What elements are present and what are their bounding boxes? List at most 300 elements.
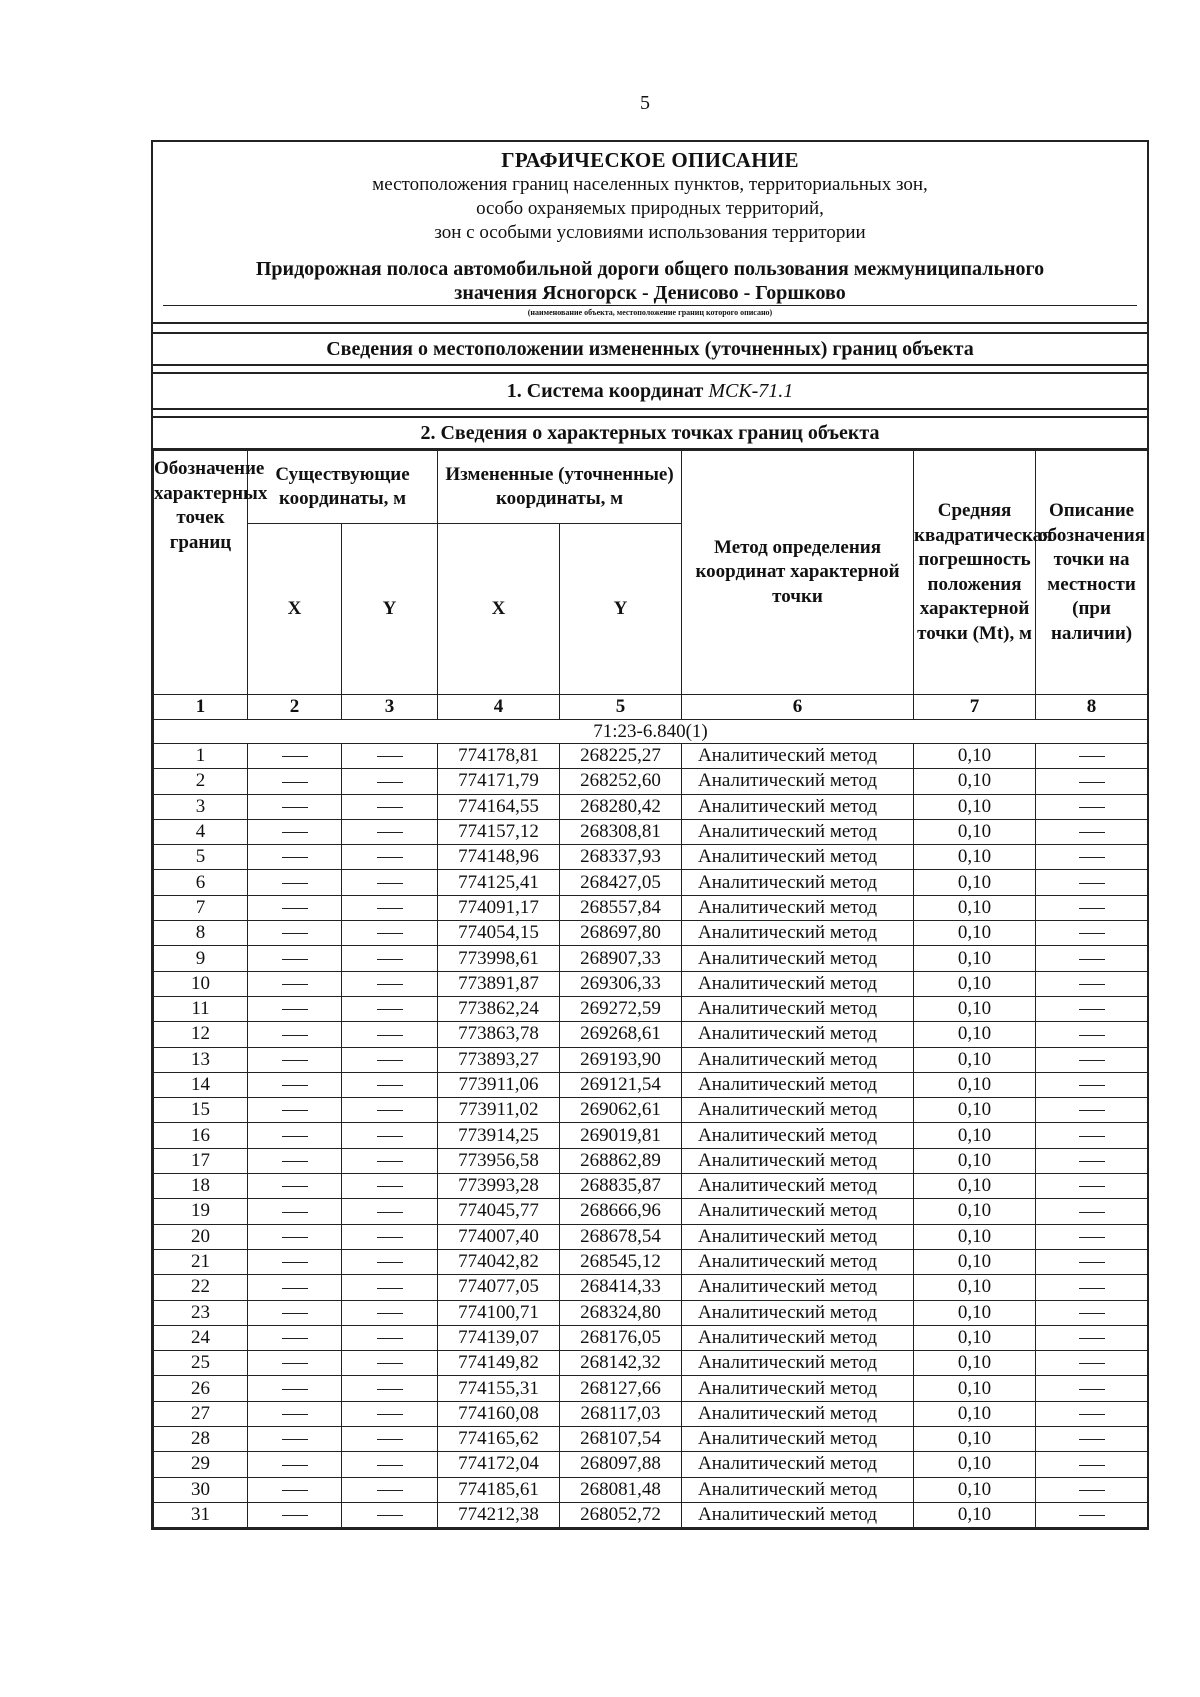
empty-value-dash [282,1060,308,1061]
description [1036,1376,1148,1401]
mean-square-error: 0,10 [914,1249,1036,1274]
empty-value-dash [282,1414,308,1415]
mean-square-error: 0,10 [914,769,1036,794]
empty-value-dash [377,1288,403,1289]
description [1036,946,1148,971]
description [1036,1047,1148,1072]
point-number: 5 [154,845,248,870]
mean-square-error: 0,10 [914,1376,1036,1401]
existing-x [248,845,342,870]
empty-value-dash [1079,908,1105,909]
changed-x: 773911,06 [438,1072,560,1097]
changed-x: 774160,08 [438,1401,560,1426]
table-row [154,1401,1148,1426]
changed-y: 268907,33 [560,946,682,971]
points-table-body [154,744,1148,1528]
column-number: 7 [914,695,1036,720]
table-row [154,1224,1148,1249]
mean-square-error: 0,10 [914,845,1036,870]
changed-y: 268414,33 [560,1275,682,1300]
point-number: 1 [154,744,248,769]
existing-y [342,1452,438,1477]
changed-y: 268252,60 [560,769,682,794]
point-number: 10 [154,971,248,996]
table-row [154,769,1148,794]
mean-square-error: 0,10 [914,1022,1036,1047]
changed-y: 269268,61 [560,1022,682,1047]
table-row [154,1325,1148,1350]
table-row [154,845,1148,870]
table-row [154,1047,1148,1072]
point-number: 25 [154,1351,248,1376]
empty-value-dash [377,1035,403,1036]
existing-x [248,1275,342,1300]
table-row [154,1148,1148,1173]
col-header-changed: Измененные (уточненные) координаты, м [438,451,682,524]
description [1036,996,1148,1021]
table-row [154,1452,1148,1477]
method: Аналитический метод [682,1022,914,1047]
mean-square-error: 0,10 [914,1148,1036,1173]
method: Аналитический метод [682,870,914,895]
description [1036,1072,1148,1097]
existing-y [342,1022,438,1047]
table-row [154,1376,1148,1401]
existing-y [342,870,438,895]
empty-value-dash [1079,1186,1105,1187]
changed-y: 268862,89 [560,1148,682,1173]
existing-y [342,1502,438,1527]
existing-x [248,1376,342,1401]
existing-y [342,895,438,920]
points-title: 2. Сведения о характерных точках границ объекта [153,416,1147,450]
point-number: 19 [154,1199,248,1224]
mean-square-error: 0,10 [914,971,1036,996]
changed-x: 774212,38 [438,1502,560,1527]
empty-value-dash [377,1414,403,1415]
existing-x [248,1022,342,1047]
changed-x: 774077,05 [438,1275,560,1300]
empty-value-dash [282,1262,308,1263]
header-line-1: местоположения границ населенных пунктов, территориальных зон, [372,174,928,195]
changed-y: 268337,93 [560,845,682,870]
existing-y [342,1351,438,1376]
description [1036,1123,1148,1148]
point-number: 9 [154,946,248,971]
table-row [154,1275,1148,1300]
existing-y [342,946,438,971]
existing-x [248,1224,342,1249]
point-number: 3 [154,794,248,819]
empty-value-dash [282,1186,308,1187]
method: Аналитический метод [682,1148,914,1173]
method: Аналитический метод [682,1477,914,1502]
existing-x [248,1477,342,1502]
method: Аналитический метод [682,1502,914,1527]
empty-value-dash [377,883,403,884]
changed-y: 268324,80 [560,1300,682,1325]
point-number: 4 [154,819,248,844]
empty-value-dash [1079,1465,1105,1466]
empty-value-dash [1079,1288,1105,1289]
description [1036,1022,1148,1047]
existing-x [248,1249,342,1274]
changed-x: 774149,82 [438,1351,560,1376]
empty-value-dash [282,1490,308,1491]
changed-x: 773891,87 [438,971,560,996]
page-number: 5 [640,92,650,114]
method: Аналитический метод [682,1401,914,1426]
empty-value-dash [282,782,308,783]
point-number: 8 [154,921,248,946]
empty-value-dash [282,959,308,960]
col-header-existing-x: X [248,524,342,695]
existing-x [248,1174,342,1199]
existing-y [342,1249,438,1274]
changed-y: 268308,81 [560,819,682,844]
empty-value-dash [377,933,403,934]
existing-y [342,769,438,794]
empty-value-dash [377,908,403,909]
changed-x: 774155,31 [438,1376,560,1401]
empty-value-dash [377,1060,403,1061]
existing-y [342,1224,438,1249]
empty-value-dash [282,832,308,833]
description [1036,769,1148,794]
changed-y: 268225,27 [560,744,682,769]
points-table [153,450,1148,1528]
description [1036,1401,1148,1426]
existing-y [342,1072,438,1097]
empty-value-dash [282,1161,308,1162]
method: Аналитический метод [682,744,914,769]
method: Аналитический метод [682,1427,914,1452]
col-header-changed-y: Y [560,524,682,695]
changed-x: 773914,25 [438,1123,560,1148]
table-row [154,921,1148,946]
changed-x: 774165,62 [438,1427,560,1452]
empty-value-dash [282,1212,308,1213]
point-number: 18 [154,1174,248,1199]
existing-x [248,895,342,920]
empty-value-dash [377,1161,403,1162]
empty-value-dash [1079,1136,1105,1137]
empty-value-dash [282,984,308,985]
changed-y: 268697,80 [560,921,682,946]
existing-y [342,1275,438,1300]
description [1036,1275,1148,1300]
empty-value-dash [282,1363,308,1364]
mean-square-error: 0,10 [914,1401,1036,1426]
method: Аналитический метод [682,1249,914,1274]
empty-value-dash [377,1338,403,1339]
coord-system [153,372,1147,410]
method: Аналитический метод [682,971,914,996]
point-number: 26 [154,1376,248,1401]
table-row [154,895,1148,920]
method: Аналитический метод [682,921,914,946]
changed-x: 774091,17 [438,895,560,920]
point-number: 24 [154,1325,248,1350]
existing-x [248,971,342,996]
empty-value-dash [1079,1212,1105,1213]
changed-y: 268557,84 [560,895,682,920]
existing-x [248,1351,342,1376]
empty-value-dash [377,857,403,858]
column-numbers-row [154,695,1148,720]
description [1036,1452,1148,1477]
changed-x: 774042,82 [438,1249,560,1274]
existing-x [248,1148,342,1173]
mean-square-error: 0,10 [914,996,1036,1021]
empty-value-dash [1079,1490,1105,1491]
col-header-existing-y: Y [342,524,438,695]
method: Аналитический метод [682,996,914,1021]
col-header-method: Метод определения координат характерной точки [682,451,914,695]
empty-value-dash [1079,959,1105,960]
point-number: 22 [154,1275,248,1300]
coord-system-label: 1. Система координат [506,380,704,402]
existing-y [342,1427,438,1452]
mean-square-error: 0,10 [914,1047,1036,1072]
changed-x: 773993,28 [438,1174,560,1199]
empty-value-dash [1079,883,1105,884]
description [1036,1427,1148,1452]
existing-x [248,1123,342,1148]
empty-value-dash [282,1465,308,1466]
empty-value-dash [1079,1110,1105,1111]
mean-square-error: 0,10 [914,946,1036,971]
method: Аналитический метод [682,1300,914,1325]
existing-x [248,744,342,769]
section-title: Сведения о местоположении измененных (уточненных) границ объекта [153,332,1147,366]
empty-value-dash [1079,1515,1105,1516]
existing-x [248,1047,342,1072]
description [1036,1249,1148,1274]
method: Аналитический метод [682,819,914,844]
empty-value-dash [1079,807,1105,808]
existing-x [248,794,342,819]
mean-square-error: 0,10 [914,1199,1036,1224]
empty-value-dash [1079,1439,1105,1440]
changed-x: 774172,04 [438,1452,560,1477]
existing-y [342,1325,438,1350]
changed-x: 773956,58 [438,1148,560,1173]
method: Аналитический метод [682,845,914,870]
empty-value-dash [377,1439,403,1440]
empty-value-dash [377,1313,403,1314]
empty-value-dash [1079,1389,1105,1390]
description [1036,1098,1148,1123]
mean-square-error: 0,10 [914,1477,1036,1502]
table-row [154,794,1148,819]
description [1036,1502,1148,1527]
empty-value-dash [282,1136,308,1137]
mean-square-error: 0,10 [914,870,1036,895]
mean-square-error: 0,10 [914,1502,1036,1527]
method: Аналитический метод [682,946,914,971]
empty-value-dash [282,1237,308,1238]
existing-y [342,1174,438,1199]
changed-y: 268666,96 [560,1199,682,1224]
point-number: 29 [154,1452,248,1477]
changed-x: 774054,15 [438,921,560,946]
description [1036,1174,1148,1199]
column-number: 4 [438,695,560,720]
changed-x: 774139,07 [438,1325,560,1350]
empty-value-dash [377,756,403,757]
changed-y: 269193,90 [560,1047,682,1072]
object-name-line-2: значения Ясногорск - Денисово - Горшково [163,281,1137,306]
table-row [154,1072,1148,1097]
empty-value-dash [1079,1338,1105,1339]
point-number: 21 [154,1249,248,1274]
existing-y [342,1477,438,1502]
changed-x: 774185,61 [438,1477,560,1502]
mean-square-error: 0,10 [914,921,1036,946]
empty-value-dash [1079,1363,1105,1364]
changed-y: 269272,59 [560,996,682,1021]
existing-x [248,921,342,946]
method: Аналитический метод [682,1275,914,1300]
empty-value-dash [1079,1237,1105,1238]
changed-x: 773863,78 [438,1022,560,1047]
existing-y [342,744,438,769]
empty-value-dash [1079,1161,1105,1162]
existing-x [248,819,342,844]
table-row [154,744,1148,769]
changed-x: 774171,79 [438,769,560,794]
description [1036,794,1148,819]
empty-value-dash [1079,1060,1105,1061]
empty-value-dash [377,1465,403,1466]
description [1036,895,1148,920]
empty-value-dash [282,908,308,909]
col-header-changed-x: X [438,524,560,695]
mean-square-error: 0,10 [914,1123,1036,1148]
changed-y: 268097,88 [560,1452,682,1477]
changed-y: 268142,32 [560,1351,682,1376]
empty-value-dash [1079,832,1105,833]
mean-square-error: 0,10 [914,819,1036,844]
table-row [154,1174,1148,1199]
table-row [154,1477,1148,1502]
method: Аналитический метод [682,1199,914,1224]
object-name-note: (наименование объекта, местоположение границ которого описано) [527,308,773,317]
mean-square-error: 0,10 [914,1098,1036,1123]
table-row [154,1098,1148,1123]
empty-value-dash [282,857,308,858]
existing-y [342,1148,438,1173]
empty-value-dash [377,832,403,833]
empty-value-dash [377,1363,403,1364]
method: Аналитический метод [682,769,914,794]
column-number: 2 [248,695,342,720]
changed-y: 268117,03 [560,1401,682,1426]
mean-square-error: 0,10 [914,744,1036,769]
empty-value-dash [377,1212,403,1213]
description [1036,921,1148,946]
existing-x [248,870,342,895]
existing-y [342,819,438,844]
method: Аналитический метод [682,794,914,819]
empty-value-dash [1079,933,1105,934]
col-header-error: Средняя квадратическая погрешность положения характерной точки (Mt), м [914,451,1036,695]
coord-system-value: МСК-71.1 [708,380,794,402]
mean-square-error: 0,10 [914,1275,1036,1300]
point-number: 7 [154,895,248,920]
empty-value-dash [377,1186,403,1187]
description [1036,1300,1148,1325]
changed-y: 268127,66 [560,1376,682,1401]
empty-value-dash [377,1009,403,1010]
existing-y [342,845,438,870]
header-line-2: особо охраняемых природных территорий, [476,198,824,219]
empty-value-dash [377,782,403,783]
empty-value-dash [282,1085,308,1086]
empty-value-dash [282,807,308,808]
point-number: 16 [154,1123,248,1148]
existing-y [342,1098,438,1123]
empty-value-dash [377,1515,403,1516]
empty-value-dash [377,1237,403,1238]
method: Аналитический метод [682,1376,914,1401]
existing-y [342,996,438,1021]
changed-x: 773911,02 [438,1098,560,1123]
existing-y [342,1199,438,1224]
existing-x [248,996,342,1021]
empty-value-dash [1079,1262,1105,1263]
point-number: 6 [154,870,248,895]
column-number: 6 [682,695,914,720]
empty-value-dash [1079,857,1105,858]
empty-value-dash [1079,1035,1105,1036]
changed-x: 774148,96 [438,845,560,870]
header-line-3: зон с особыми условиями использования территории [434,222,866,243]
empty-value-dash [282,1009,308,1010]
empty-value-dash [377,1389,403,1390]
empty-value-dash [377,1262,403,1263]
changed-y: 268280,42 [560,794,682,819]
empty-value-dash [377,1110,403,1111]
table-row [154,1249,1148,1274]
changed-x: 774178,81 [438,744,560,769]
table-row [154,971,1148,996]
changed-x: 773893,27 [438,1047,560,1072]
description [1036,819,1148,844]
changed-y: 268835,87 [560,1174,682,1199]
changed-x: 774125,41 [438,870,560,895]
existing-y [342,1401,438,1426]
table-row [154,1427,1148,1452]
mean-square-error: 0,10 [914,1452,1036,1477]
existing-x [248,1452,342,1477]
changed-x: 774164,55 [438,794,560,819]
changed-y: 268427,05 [560,870,682,895]
method: Аналитический метод [682,1224,914,1249]
existing-y [342,1376,438,1401]
changed-y: 268052,72 [560,1502,682,1527]
table-row [154,946,1148,971]
mean-square-error: 0,10 [914,794,1036,819]
changed-y: 268107,54 [560,1427,682,1452]
existing-x [248,1325,342,1350]
empty-value-dash [1079,756,1105,757]
table-row [154,1123,1148,1148]
changed-x: 773998,61 [438,946,560,971]
document-title: ГРАФИЧЕСКОЕ ОПИСАНИЕ [501,148,799,172]
description [1036,870,1148,895]
